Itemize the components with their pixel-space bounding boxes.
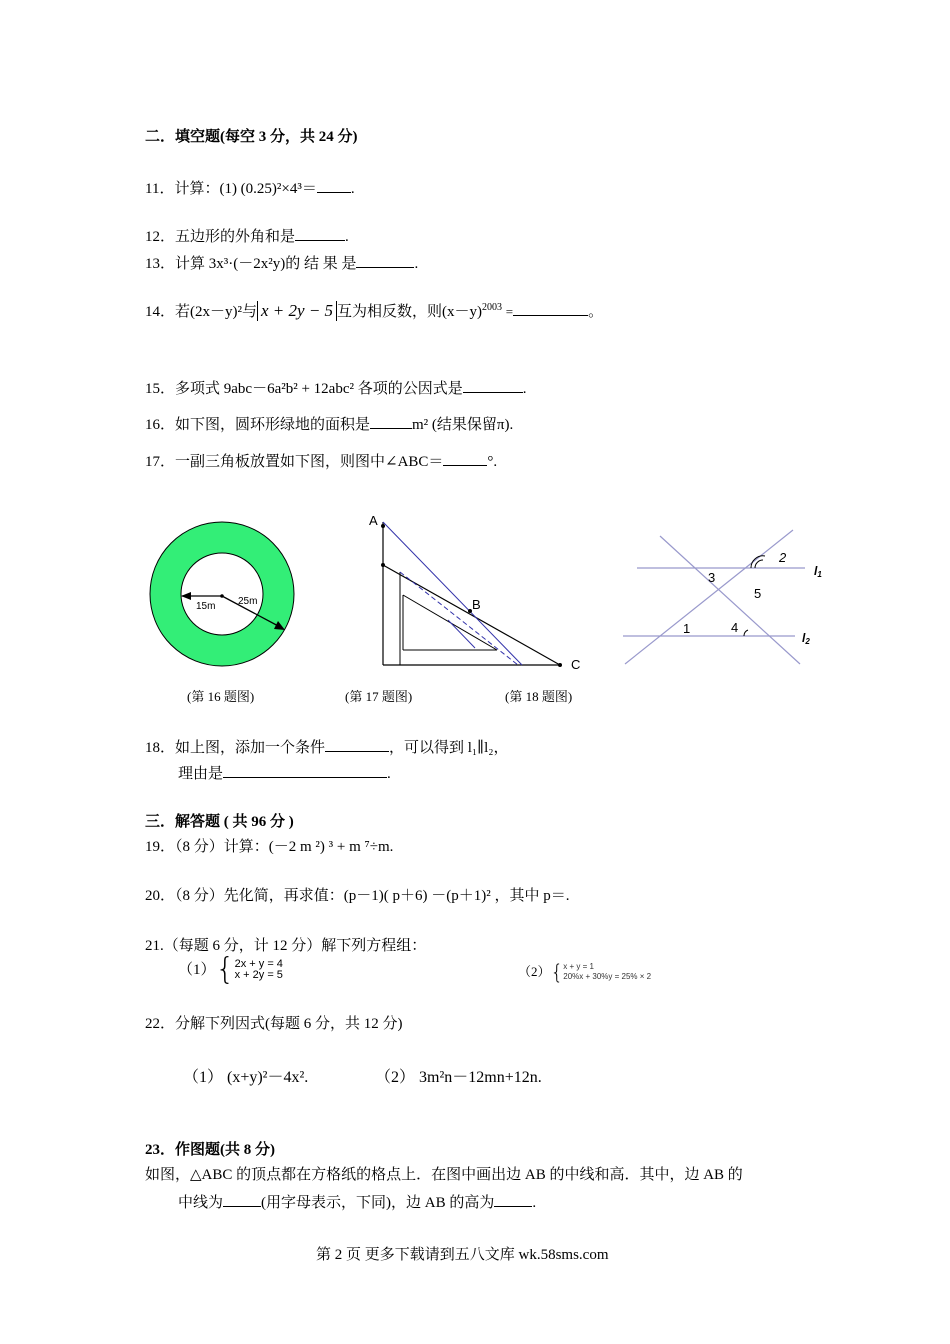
answer-blank[interactable] bbox=[325, 737, 389, 752]
question-22: 22．分解下列因式(每题 6 分，共 12 分) bbox=[145, 1016, 403, 1032]
answer-blank[interactable] bbox=[513, 301, 588, 316]
answer-blank[interactable] bbox=[223, 1192, 261, 1207]
answer-blank[interactable] bbox=[370, 414, 412, 429]
angle-label-4: 4 bbox=[731, 620, 739, 635]
figure-17-caption: (第 17 题图) bbox=[345, 689, 413, 704]
angle-label-2: 2 bbox=[779, 550, 787, 565]
answer-blank[interactable] bbox=[223, 763, 387, 778]
question-17: 17．一副三角板放置如下图，则图中∠ABC＝ °. bbox=[145, 451, 497, 471]
question-14-text: 14．若(2x－y)²与 bbox=[145, 304, 257, 320]
question-22-part-2: （2） 3m²n－12mn+12n. bbox=[375, 1069, 542, 1086]
question-23-line-2: 中线为 (用字母表示，下同)，边 AB 的高为 . bbox=[178, 1192, 536, 1212]
dashed-line bbox=[400, 572, 518, 665]
question-15-text: 15．多项式 9abc－6a²b² + 12abc² 各项的公因式是 bbox=[145, 381, 463, 397]
question-17-text: 17．一副三角板放置如下图，则图中∠ABC＝ bbox=[145, 454, 444, 470]
line-label-l2: l2 bbox=[802, 631, 810, 646]
question-21: 21.（每题 6 分，计 12 分）解下列方程组： bbox=[145, 938, 427, 954]
figure-17-triangles bbox=[360, 510, 590, 680]
equation-system-1: 2x + y = 4 x + 2y = 5 bbox=[234, 958, 283, 981]
figure-18-lines bbox=[615, 528, 830, 668]
absolute-value-expression: x + 2y − 5 bbox=[257, 301, 337, 321]
brace-icon: { bbox=[215, 952, 235, 987]
figure-16-caption: (第 16 题图) bbox=[187, 689, 255, 704]
point-a bbox=[381, 524, 385, 528]
answer-blank[interactable] bbox=[317, 178, 351, 193]
inner-radius-label: 15m bbox=[196, 601, 216, 612]
question-21-part-1: （1）{2x + y = 4 x + 2y = 5 bbox=[178, 952, 283, 987]
label-b: B bbox=[472, 597, 481, 612]
question-16: 16．如下图，圆环形绿地的面积是 m² (结果保留π). bbox=[145, 414, 513, 434]
question-18: 18．如上图，添加一个条件 ，可以得到 l₁∥l₂， bbox=[145, 737, 509, 757]
question-12: 12．五边形的外角和是 . bbox=[145, 226, 349, 246]
question-22-part-1: （1） (x+y)²－4x². bbox=[183, 1069, 309, 1086]
question-14: 14．若(2x－y)²与 x + 2y − 5 互为相反数，则$(x-y)^{2003}$ = 。 bbox=[145, 301, 604, 320]
question-13: 13．计算 3x³·(－2x²y)的 结 果 是 . bbox=[145, 253, 418, 273]
point-c bbox=[558, 663, 562, 667]
question-19: 19．（8 分）计算：(－2 m ²) ³ + m ⁷÷m. bbox=[145, 839, 394, 855]
question-13-text: 13．计算 3x³·(－2x²y)的 结 果 是 bbox=[145, 256, 357, 272]
page-footer: 第 2 页 更多下载请到五八文库 wk.58sms.com bbox=[316, 1247, 609, 1263]
inner-circle bbox=[181, 553, 263, 635]
question-21-part-2: （2）{x + y = 1 20%x + 30%y = 25% × 2 bbox=[518, 960, 652, 984]
label-c: C bbox=[571, 657, 581, 672]
point-right-angle bbox=[381, 563, 385, 567]
question-12-text: 12．五边形的外角和是 bbox=[145, 229, 296, 245]
figure-18-caption: (第 18 题图) bbox=[505, 689, 573, 704]
answer-blank[interactable] bbox=[494, 1192, 532, 1207]
answer-blank[interactable] bbox=[463, 378, 523, 393]
angle-2-arc bbox=[755, 560, 763, 568]
angle-4-arc bbox=[744, 630, 748, 636]
angle-label-1: 1 bbox=[683, 621, 691, 636]
answer-blank[interactable] bbox=[295, 226, 345, 241]
label-a: A bbox=[369, 513, 378, 528]
question-16-text: 16．如下图，圆环形绿地的面积是 bbox=[145, 417, 371, 433]
line-a-to-c bbox=[383, 522, 522, 665]
figure-16-ring bbox=[148, 520, 298, 670]
question-23-line-1: 如图，△ABC 的顶点都在方格纸的格点上．在图中画出边 AB 的中线和高．其中，边 AB 的 bbox=[145, 1167, 743, 1183]
inner-blue-segment bbox=[448, 620, 475, 648]
transversal-2 bbox=[625, 530, 793, 664]
question-15: 15．多项式 9abc－6a²b² + 12abc² 各项的公因式是 . bbox=[145, 378, 527, 398]
angle-label-3: 3 bbox=[708, 570, 716, 585]
answer-blank[interactable] bbox=[443, 451, 487, 466]
question-18-text: 18．如上图，添加一个条件 bbox=[145, 740, 326, 756]
question-11: 11．计算：(1) (0.25)²×4³＝ . bbox=[145, 178, 355, 198]
section-3-title: 三．解答题 ( 共 96 分 ) bbox=[145, 814, 294, 830]
question-23-title: 23．作图题(共 8 分) bbox=[145, 1142, 275, 1158]
outer-radius-label: 25m bbox=[238, 596, 258, 607]
answer-blank[interactable] bbox=[356, 253, 414, 268]
question-11-text: 11．计算：(1) (0.25)²×4³＝ bbox=[145, 181, 317, 197]
question-18-reason: 理由是 . bbox=[178, 763, 391, 783]
question-20: 20．（8 分）先化简，再求值：(p－1)( p＋6) －(p＋1)² ，其中 p＝. bbox=[145, 888, 570, 904]
equation-system-2: x + y = 1 20%x + 30%y = 25% × 2 bbox=[563, 962, 652, 981]
section-2-title: 二．填空题(每空 3 分，共 24 分) bbox=[145, 129, 358, 145]
line-label-l1: l1 bbox=[814, 564, 822, 579]
angle-label-5: 5 bbox=[754, 586, 762, 601]
brace-icon: { bbox=[550, 960, 564, 984]
